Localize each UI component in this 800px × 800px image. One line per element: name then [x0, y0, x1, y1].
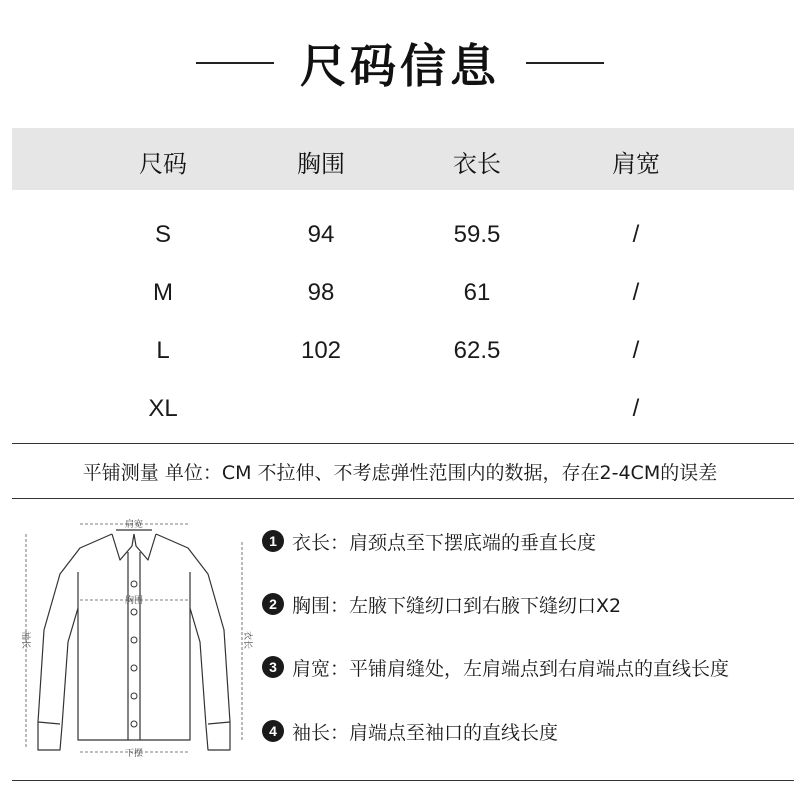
cell-chest: 102 [300, 337, 342, 364]
diagram-sleeve-label: 袖长 [20, 630, 30, 650]
cell-size: M [153, 279, 173, 306]
measurement-separator: ： [330, 594, 350, 617]
measurement-item-body-length [262, 526, 596, 556]
measurement-description: 平铺肩缝处，左肩端点到右肩端点的直线长度 [349, 657, 730, 680]
number-badge-icon: 1 [262, 530, 284, 552]
table-row [0, 331, 800, 371]
cell-size: S [154, 221, 171, 248]
cell-shoulder: / [632, 395, 640, 422]
cell-shoulder: / [632, 337, 640, 364]
header-length: 衣长 [453, 150, 501, 178]
header-size: 尺码 [139, 150, 187, 178]
measurement-separator: ： [330, 657, 350, 680]
diagram-shoulder-label: 肩宽 [124, 520, 144, 530]
cell-size: XL [148, 395, 178, 422]
header-shoulder: 肩宽 [612, 150, 660, 178]
measurement-item-sleeve [262, 716, 558, 746]
cell-chest: 98 [307, 279, 335, 306]
divider-line [12, 498, 794, 499]
number-badge-icon: 2 [262, 593, 284, 615]
measurement-description: 肩端点至袖口的直线长度 [349, 721, 559, 744]
measurement-separator: ： [330, 531, 350, 554]
measurement-label: 肩宽 [292, 657, 331, 680]
measurement-label: 衣长 [292, 531, 331, 554]
table-row [0, 273, 800, 313]
number-badge-icon: 3 [262, 656, 284, 678]
measurement-separator: ： [330, 721, 350, 744]
divider-line [12, 443, 794, 444]
table-row [0, 389, 800, 429]
measurement-description: 左腋下缝纫口到右腋下缝纫口X2 [349, 594, 622, 617]
diagram-hem-label: 下摆 [124, 749, 144, 759]
measurement-label: 胸围 [292, 594, 331, 617]
title-left-line [196, 62, 274, 64]
cell-shoulder: / [632, 221, 640, 248]
cell-shoulder: / [632, 279, 640, 306]
measurement-label: 袖长 [292, 721, 331, 744]
header-chest: 胸围 [297, 150, 345, 178]
table-row [0, 215, 800, 255]
cell-length: 62.5 [453, 337, 501, 364]
measurement-description: 肩颈点至下摆底端的垂直长度 [349, 531, 597, 554]
cell-chest: 94 [307, 221, 335, 248]
size-table-header [12, 128, 794, 190]
cell-length: 59.5 [453, 221, 501, 248]
measurement-item-chest [262, 589, 621, 619]
title-row [0, 28, 800, 98]
measurement-note: 平铺测量 单位：CM 不拉伸、不考虑弹性范围内的数据，存在2-4CM的误差 [82, 462, 718, 484]
divider-line [12, 780, 794, 781]
number-badge-icon: 4 [262, 720, 284, 742]
measurement-item-shoulder [262, 652, 729, 682]
page-title: 尺码信息 [300, 39, 500, 93]
diagram-chest-label: 胸围 [124, 596, 144, 606]
diagram-body-length-label: 衣长 [242, 630, 252, 650]
cell-length: 61 [463, 279, 491, 306]
shirt-diagram [16, 512, 256, 774]
title-right-line [526, 62, 604, 64]
cell-size: L [156, 337, 170, 364]
